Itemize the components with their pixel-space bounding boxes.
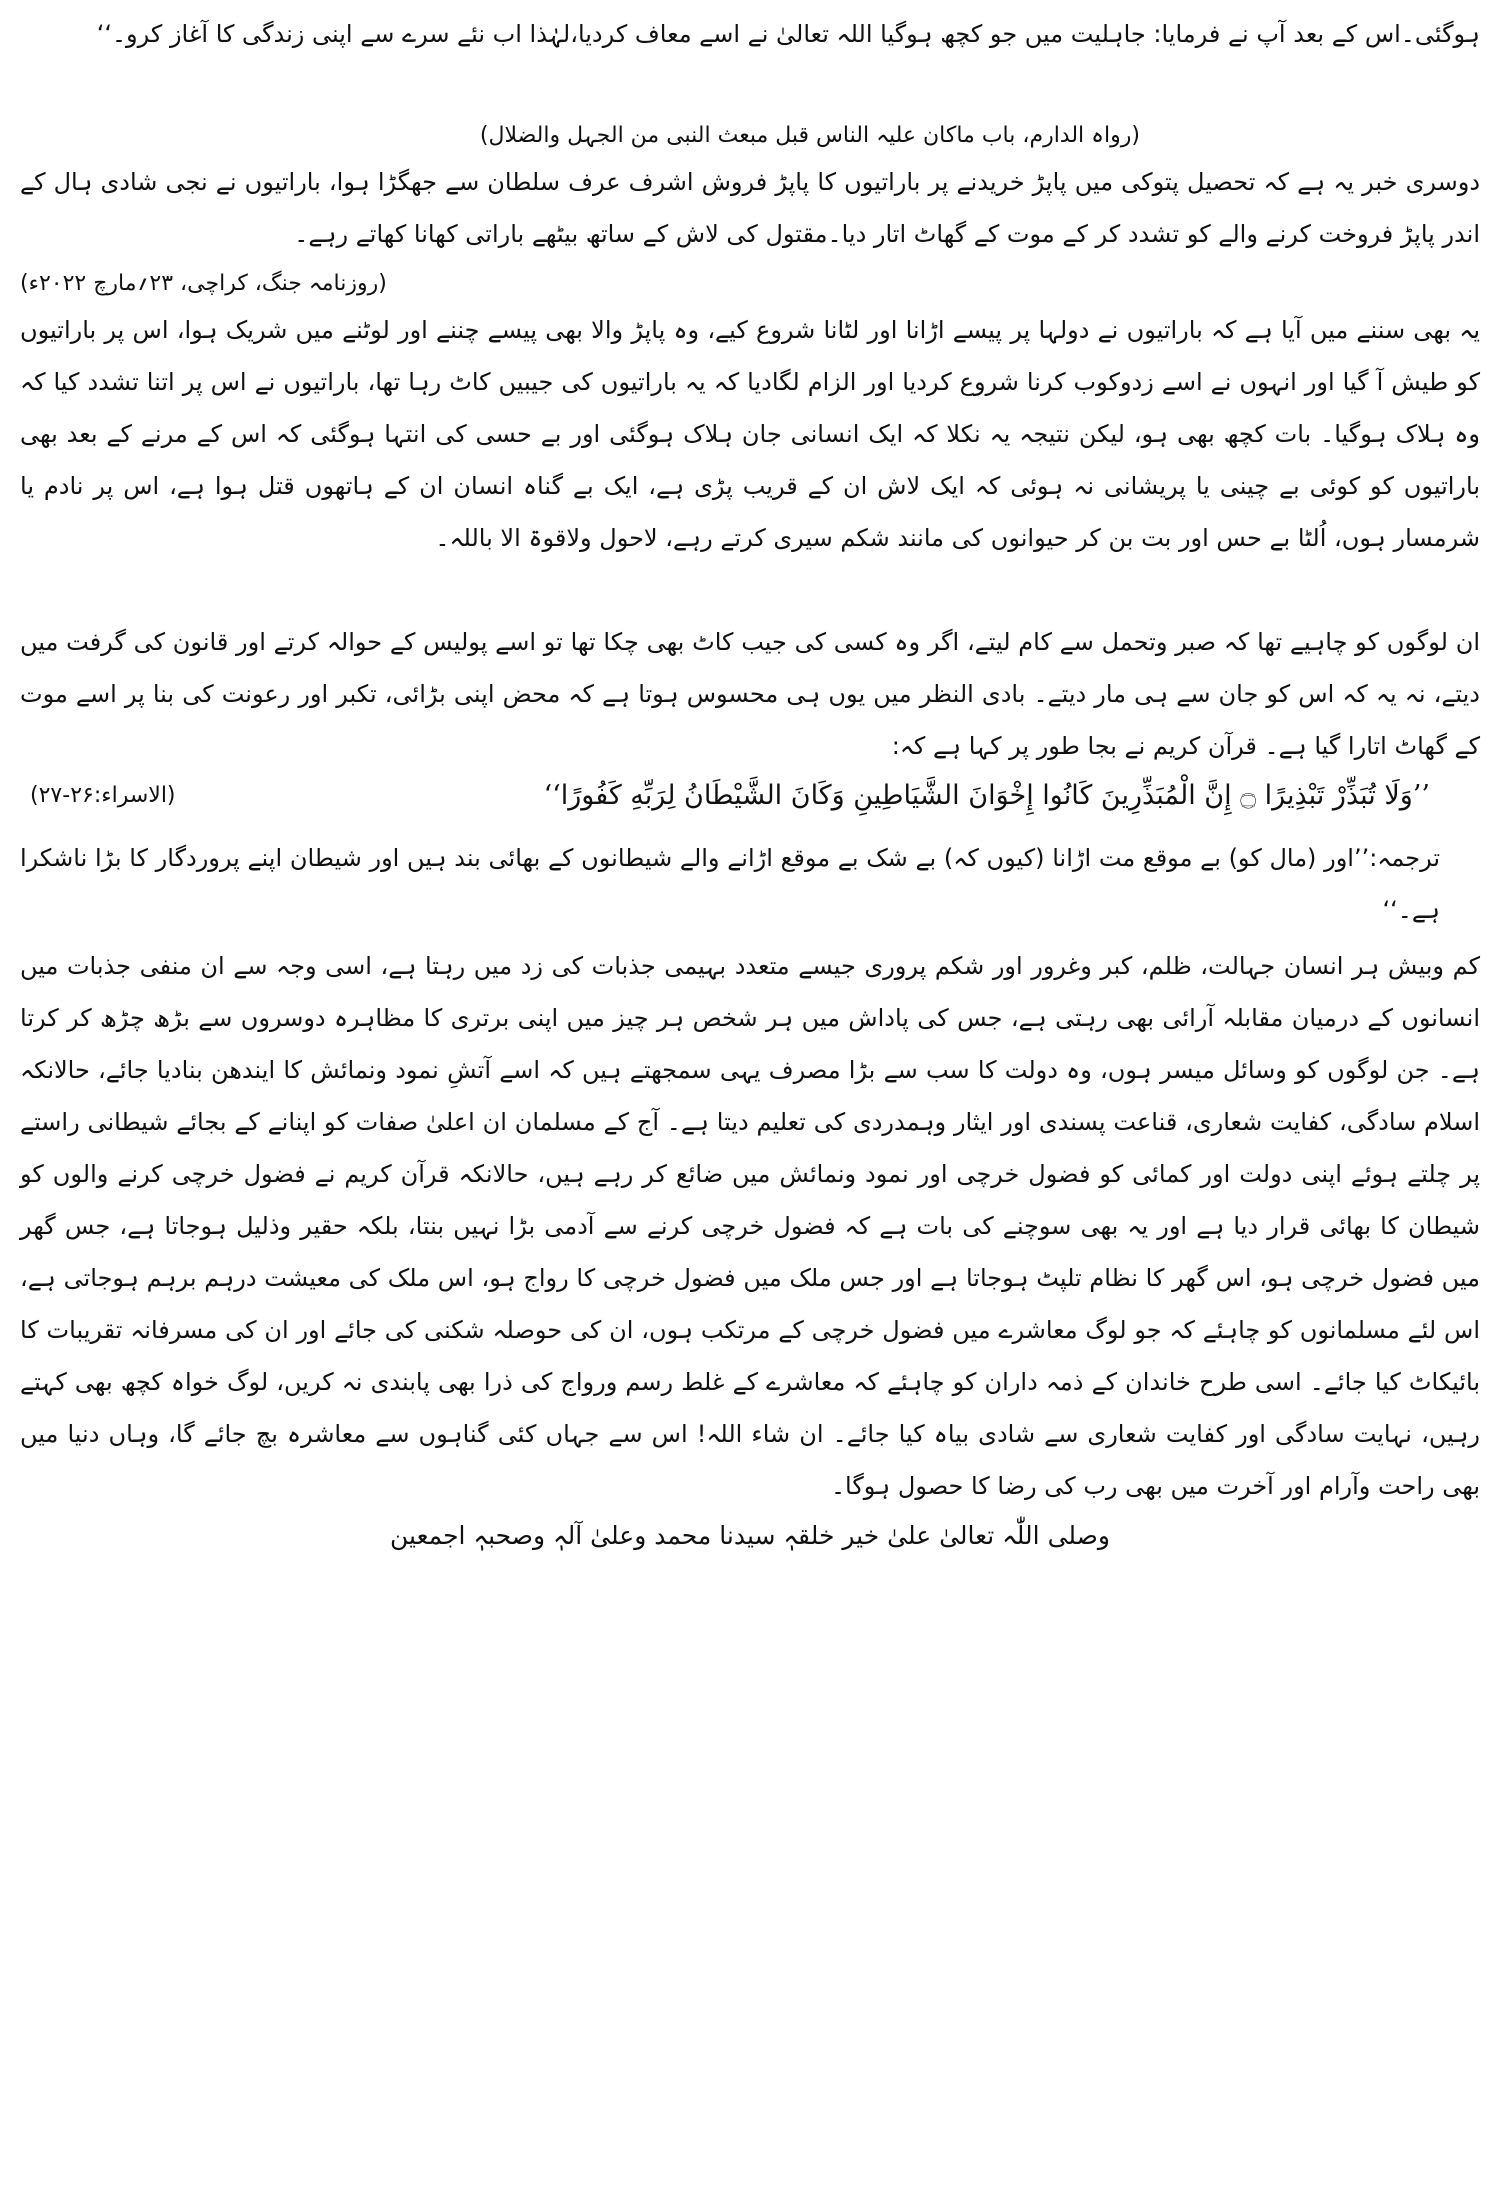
paragraph-incident: یہ بھی سننے میں آیا ہے کہ باراتیوں نے دولہا پر پیسے اڑانا اور لٹانا شروع کیے، وہ پاپڑ والا بھی پیسے چننے اور لوٹنے میں شریک ہوا، اس پر باراتیوں کو طیش آ گیا اور انہوں نے اسے زدوکوب کرنا شروع کردیا اور الزام لگادیا کہ یہ باراتیوں کی جیبیں کاٹ رہا تھا، باراتیوں نے اس پر اتنا تشدد کیا کہ وہ ہلاک ہوگیا۔ بات کچھ بھی ہو، لیکن نتیجہ یہ نکلا کہ ایک انسانی جان ہلاک ہوگئی اور بے حسی کی انتہا ہوگئی کہ اس کے مرنے کے بعد بھی باراتیوں کو کوئی بے چینی یا پریشانی نہ ہوئی کہ ایک لاش ان کے قریب پڑی ہے، ایک بے گناہ انسان ان کے ہاتھوں قتل ہوا ہے، اس پر نادم یا شرمسار ہوں، اُلٹا بے حس اور بت بن کر حیوانوں کی مانند شکم سیری کرتے رہے، لاحول ولاقوۃ الا باللہ۔: [20, 316, 1480, 552]
hadith-continuation: ہوگئی۔اس کے بعد آپ نے فرمایا: جاہلیت میں جو کچھ ہوگیا اللہ تعالیٰ نے اسے معاف کردیا،لہٰذا اب نئے سرے سے اپنی زندگی کا آغاز کرو۔‘‘: [96, 20, 1480, 48]
document-page: [20, 8, 1480, 2192]
news-paragraph: دوسری خبر یہ ہے کہ تحصیل پتوکی میں پاپڑ خریدنے پر باراتیوں کا پاپڑ فروش اشرف عرف سلطان سے جھگڑا ہوا، باراتیوں نے نجی شادی ہال کے اندر پاپڑ فروخت کرنے والے کو تشدد کر کے موت کے گھاٹ اتار دیا۔مقتول کی لاش کے ساتھ بیٹھے باراتی کھانا کھاتے رہے۔: [20, 168, 1481, 248]
paragraph-patience: ان لوگوں کو چاہیے تھا کہ صبر وتحمل سے کام لیتے، اگر وہ کسی کی جیب کاٹ بھی چکا تھا تو اسے پولیس کے حوالہ کرتے اور قانون کی گرفت میں دیتے، نہ یہ کہ اس کو جان سے ہی مار دیتے۔ بادی النظر میں یوں ہی محسوس ہوتا ہے کہ محض اپنی بڑائی، تکبر اور رعونت کی بنا پر اسے موت کے گھاٹ اتارا گیا ہے۔ قرآن کریم نے بجا طور پر کہا ہے کہ:: [20, 628, 1480, 760]
verse-translation: ترجمہ:’’اور (مال کو) بے موقع مت اڑانا (کیوں کہ) بے شک بے موقع اڑانے والے شیطانوں کے بھائی بند ہیں اور شیطان اپنے پروردگار کا بڑا ناشکرا ہے۔‘‘: [20, 844, 1440, 924]
quran-reference: (الاسراء:۲۶-۲۷): [30, 783, 176, 808]
hadith-reference: (رواہ الدارم، باب ماکان علیہ الناس قبل مبعث النبی من الجہل والضلال): [479, 123, 1140, 148]
paragraph-conclusion: کم وبیش ہر انسان جہالت، ظلم، کبر وغرور اور شکم پروری جیسے متعدد بہیمی جذبات کی زد میں رہتا ہے، اسی وجہ سے ان منفی جذبات میں انسانوں کے درمیان مقابلہ آرائی بھی رہتی ہے، جس کی پاداش میں ہر شخص ہر چیز میں اپنی برتری کا مظاہرہ دوسروں سے بڑھ چڑھ کر کرتا ہے۔ جن لوگوں کو وسائل میسر ہوں، وہ دولت کا سب سے بڑا مصرف یہی سمجھتے ہیں کہ اسے آتشِ نمود ونمائش کا ایندھن بنادیا جائے، حالانکہ اسلام سادگی، کفایت شعاری، قناعت پسندی اور ایثار وہمدردی کی تعلیم دیتا ہے۔ آج کے مسلمان ان اعلیٰ صفات کو اپنانے کے بجائے شیطانی راستے پر چلتے ہوئے اپنی دولت اور کمائی کو فضول خرچی اور نمود ونمائش میں ضائع کر رہے ہیں، حالانکہ قرآن کریم نے فضول خرچی کرنے والوں کو شیطان کا بھائی قرار دیا ہے اور یہ بھی سوچنے کی بات ہے کہ فضول خرچی کرنے سے آدمی بڑا نہیں بنتا، بلکہ حقیر وذلیل ہوجاتا ہے، جس گھر میں فضول خرچی ہو، اس گھر کا نظام تلپٹ ہوجاتا ہے اور جس ملک میں فضول خرچی کا رواج ہو، اس ملک کی معیشت درہم برہم ہوجاتی ہے، اس لئے مسلمانوں کو چاہئے کہ جو لوگ معاشرے میں فضول خرچی کے مرتکب ہوں، ان کی حوصلہ شکنی کی جائے اور ان کی مسرفانہ تقریبات کا بائیکاٹ کیا جائے۔ اسی طرح خاندان کے ذمہ داران کو چاہئے کہ معاشرے کے غلط رسم ورواج کی ذرا بھی پابندی نہ کریں، لوگ خواہ کچھ بھی کہتے رہیں، نہایت سادگی اور کفایت شعاری سے شادی بیاہ کیا جائے۔ ان شاء اللہ! اس سے جہاں کئی گناہوں سے معاشرہ بچ جائے گا، وہاں دنیا میں بھی راحت وآرام اور آخرت میں بھی رب کی رضا کا حصول ہوگا۔: [20, 952, 1480, 1500]
closing-benediction: وصلی اللّٰہ تعالیٰ علیٰ خیر خلقہٖ سیدنا محمد وعلیٰ آلہٖ وصحبہٖ اجمعین: [390, 1521, 1110, 1550]
news-reference: (روزنامہ جنگ، کراچی، ۲۳؍مارچ ۲۰۲۲ء): [20, 271, 387, 296]
quran-verse: ’’وَلَا تُبَذِّرْ تَبْذِيرًا ۝ إِنَّ الْمُبَذِّرِينَ كَانُوا إِخْوَانَ الشَّيَاطِينِ وَكَانَ الشَّيْطَانُ لِرَبِّهِ كَفُورًا‘‘: [543, 780, 1430, 811]
